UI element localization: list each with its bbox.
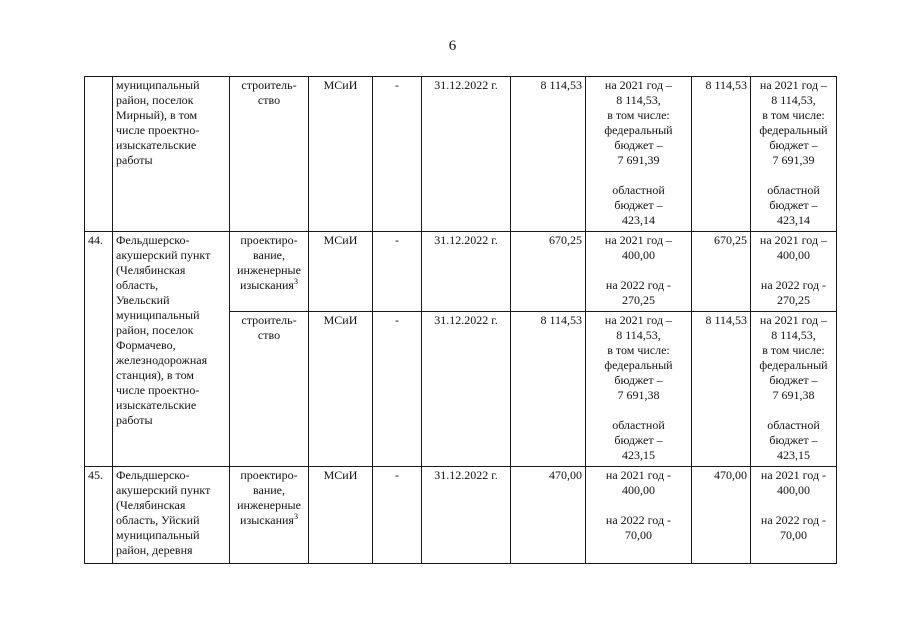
object-table bbox=[84, 76, 837, 564]
agency: МСиИ bbox=[309, 467, 373, 564]
amount: 670,25 bbox=[511, 232, 586, 312]
table-row bbox=[85, 467, 837, 564]
footnote-mark: 3 bbox=[293, 277, 298, 286]
footnote-mark: 3 bbox=[293, 512, 298, 521]
amount-breakdown-2: на 2021 год - 400,00 на 2022 год - 70,00 bbox=[751, 467, 837, 564]
table-row bbox=[85, 232, 837, 312]
agency: МСиИ bbox=[309, 77, 373, 232]
object-name: муниципальный район, поселок Мирный), в том числе проектно- изыскательские работы bbox=[113, 77, 230, 232]
agency: МСиИ bbox=[309, 232, 373, 312]
row-number: 44. bbox=[85, 232, 113, 467]
amount-breakdown: на 2021 год – 8 114,53, в том числе: федеральный бюджет – 7 691,39 областной бюджет – 423,14 bbox=[586, 77, 692, 232]
work-type bbox=[230, 77, 309, 232]
object-name: Фельдшерско- акушерский пункт (Челябинская область, Уйский муниципальный район, деревня bbox=[113, 467, 230, 564]
amount-2: 8 114,53 bbox=[692, 312, 751, 467]
amount-2: 670,25 bbox=[692, 232, 751, 312]
object-name: Фельдшерско- акушерский пункт (Челябинская область, Увельский муниципальный район, поселок Формачево, железнодорожная станция), в том числе проектно- изыскательские работы bbox=[113, 232, 230, 467]
amount: 8 114,53 bbox=[511, 77, 586, 232]
work-type-text: проектиро- вание, инженерные изыскания bbox=[237, 468, 301, 527]
deadline-date: 31.12.2022 г. bbox=[422, 312, 511, 467]
work-type-text: строитель- ство bbox=[241, 78, 297, 107]
work-type-text: проектиро- вание, инженерные изыскания bbox=[237, 233, 301, 292]
amount-breakdown-2: на 2021 год – 8 114,53, в том числе: федеральный бюджет – 7 691,38 областной бюджет – 423,15 bbox=[751, 312, 837, 467]
amount-breakdown-2: на 2021 год – 400,00 на 2022 год - 270,25 bbox=[751, 232, 837, 312]
amount-breakdown-2: на 2021 год – 8 114,53, в том числе: федеральный бюджет – 7 691,39 областной бюджет – 423,14 bbox=[751, 77, 837, 232]
agency: МСиИ bbox=[309, 312, 373, 467]
deadline-date: 31.12.2022 г. bbox=[422, 467, 511, 564]
table-row bbox=[85, 77, 837, 232]
dash-cell: - bbox=[373, 232, 422, 312]
work-type bbox=[230, 467, 309, 564]
page-number: 6 bbox=[448, 38, 457, 54]
dash-cell: - bbox=[373, 77, 422, 232]
amount: 470,00 bbox=[511, 467, 586, 564]
amount-2: 8 114,53 bbox=[692, 77, 751, 232]
dash-cell: - bbox=[373, 312, 422, 467]
work-type-text: строитель- ство bbox=[241, 313, 297, 342]
row-number: 45. bbox=[85, 467, 113, 564]
deadline-date: 31.12.2022 г. bbox=[422, 77, 511, 232]
amount: 8 114,53 bbox=[511, 312, 586, 467]
amount-breakdown: на 2021 год – 8 114,53, в том числе: федеральный бюджет – 7 691,38 областной бюджет – 423,15 bbox=[586, 312, 692, 467]
dash-cell: - bbox=[373, 467, 422, 564]
amount-breakdown: на 2021 год - 400,00 на 2022 год - 70,00 bbox=[586, 467, 692, 564]
work-type bbox=[230, 312, 309, 467]
amount-2: 470,00 bbox=[692, 467, 751, 564]
amount-breakdown: на 2021 год – 400,00 на 2022 год - 270,25 bbox=[586, 232, 692, 312]
work-type bbox=[230, 232, 309, 312]
deadline-date: 31.12.2022 г. bbox=[422, 232, 511, 312]
row-number bbox=[85, 77, 113, 232]
